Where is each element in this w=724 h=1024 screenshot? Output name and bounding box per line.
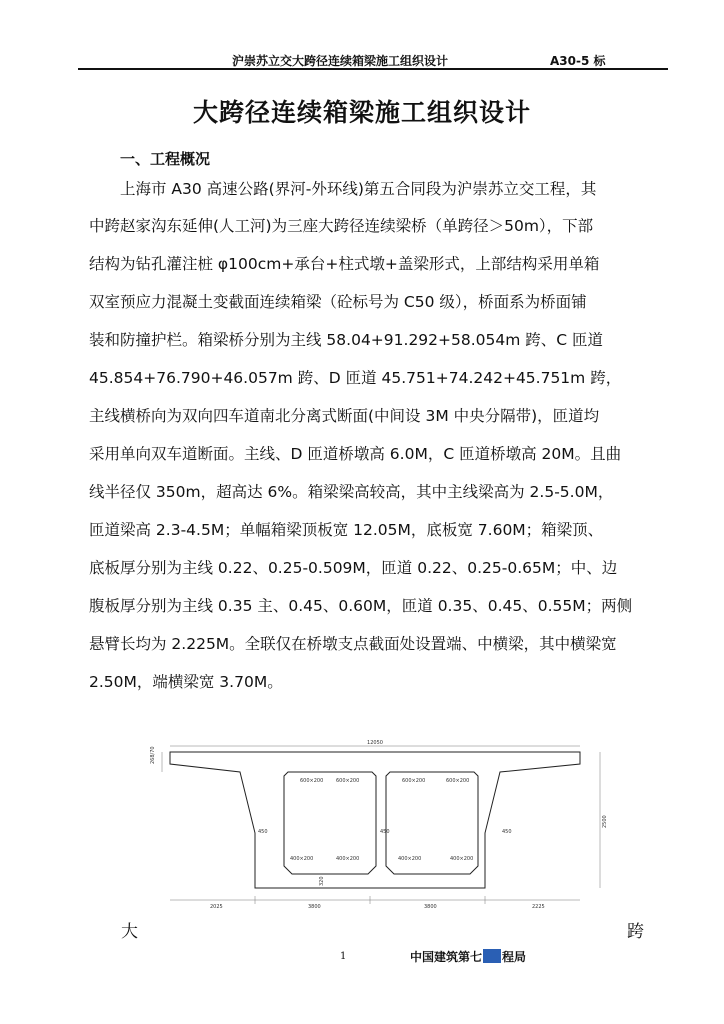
- web-label: 450: [258, 829, 268, 835]
- bottom-haunch-label: 400×200: [336, 856, 360, 862]
- haunch-label: 600×200: [300, 778, 324, 784]
- box-girder-section-diagram: [140, 738, 610, 913]
- section-heading: 一、工程概况: [120, 150, 211, 168]
- dim-top: 12050: [367, 740, 383, 746]
- bottom-haunch-label: 400×200: [290, 856, 314, 862]
- header-divider: [78, 68, 668, 70]
- company-name: [410, 948, 526, 965]
- dim-left: 268/70: [150, 746, 156, 764]
- paragraph-line: 线半径仅 350m，超高达 6%。箱梁梁高较高，其中主线梁高为 2.5-5.0M，: [89, 483, 614, 501]
- header-code: A30-5 标: [550, 54, 606, 68]
- document-title: 大跨径连续箱梁施工组织设计: [192, 98, 531, 127]
- paragraph-line: 装和防撞护栏。箱梁桥分别为主线 58.04+91.292+58.054m 跨、C 匝道: [89, 331, 604, 349]
- haunch-label: 600×200: [336, 778, 360, 784]
- company-prefix: 中国建筑第七: [410, 950, 483, 964]
- caption-right: 跨: [627, 922, 644, 942]
- bottom-haunch-label: 400×200: [450, 856, 474, 862]
- bottom-haunch-label: 400×200: [398, 856, 422, 862]
- dim-right: 2500: [602, 815, 608, 828]
- bottom-dim: 3800: [424, 904, 437, 910]
- paragraph-line: 采用单向双车道断面。主线、D 匝道桥墩高 6.0M，C 匝道桥墩高 20M。且曲: [89, 445, 622, 463]
- paragraph-line: 结构为钻孔灌注桩 φ100cm+承台+柱式墩+盖梁形式，上部结构采用单箱: [89, 255, 600, 273]
- paragraph-line: 腹板厚分别为主线 0.35 主、0.45、0.60M，匝道 0.35、0.45、0.55M；两侧: [89, 597, 633, 615]
- bottom-dim: 3800: [308, 904, 321, 910]
- company-logo-icon: [483, 949, 501, 963]
- caption-left: 大: [121, 922, 138, 942]
- web-label: 450: [502, 829, 512, 835]
- haunch-label: 600×200: [446, 778, 470, 784]
- header-title: 沪崇苏立交大跨径连续箱梁施工组织设计: [232, 54, 449, 68]
- paragraph-line: 双室预应力混凝土变截面连续箱梁（砼标号为 C50 级），桥面系为桥面铺: [89, 293, 587, 311]
- paragraph-line: 45.854+76.790+46.057m 跨、D 匝道 45.751+74.242+45.751m 跨，: [89, 369, 622, 387]
- paragraph-line: 主线横桥向为双向四车道南北分离式断面(中间设 3M 中央分隔带)，匝道均: [89, 407, 600, 425]
- paragraph-line: 匝道梁高 2.3-4.5M；单幅箱梁顶板宽 12.05M，底板宽 7.60M；箱梁顶、: [89, 521, 604, 539]
- paragraph-line: 上海市 A30 高速公路(界河-外环线)第五合同段为沪崇苏立交工程，其: [89, 180, 597, 198]
- paragraph-line: 2.50M，端横梁宽 3.70M。: [89, 673, 283, 691]
- web-label: 450: [380, 829, 390, 835]
- page-number: 1: [340, 951, 347, 962]
- paragraph-line: 悬臂长均为 2.225M。全联仅在桥墩支点截面处设置端、中横梁，其中横梁宽: [89, 635, 617, 653]
- paragraph-line: 中跨赵家沟东延伸(人工河)为三座大跨径连续梁桥（单跨径＞50m），下部: [89, 217, 594, 235]
- bottom-dim: 2025: [210, 904, 223, 910]
- bottom-dim: 2225: [532, 904, 545, 910]
- bottom-thickness-label: 320: [319, 876, 325, 886]
- company-suffix: 程局: [502, 950, 527, 964]
- haunch-label: 600×200: [402, 778, 426, 784]
- paragraph-line: 底板厚分别为主线 0.22、0.25-0.509M，匝道 0.22、0.25-0.65M；中、边: [89, 559, 618, 577]
